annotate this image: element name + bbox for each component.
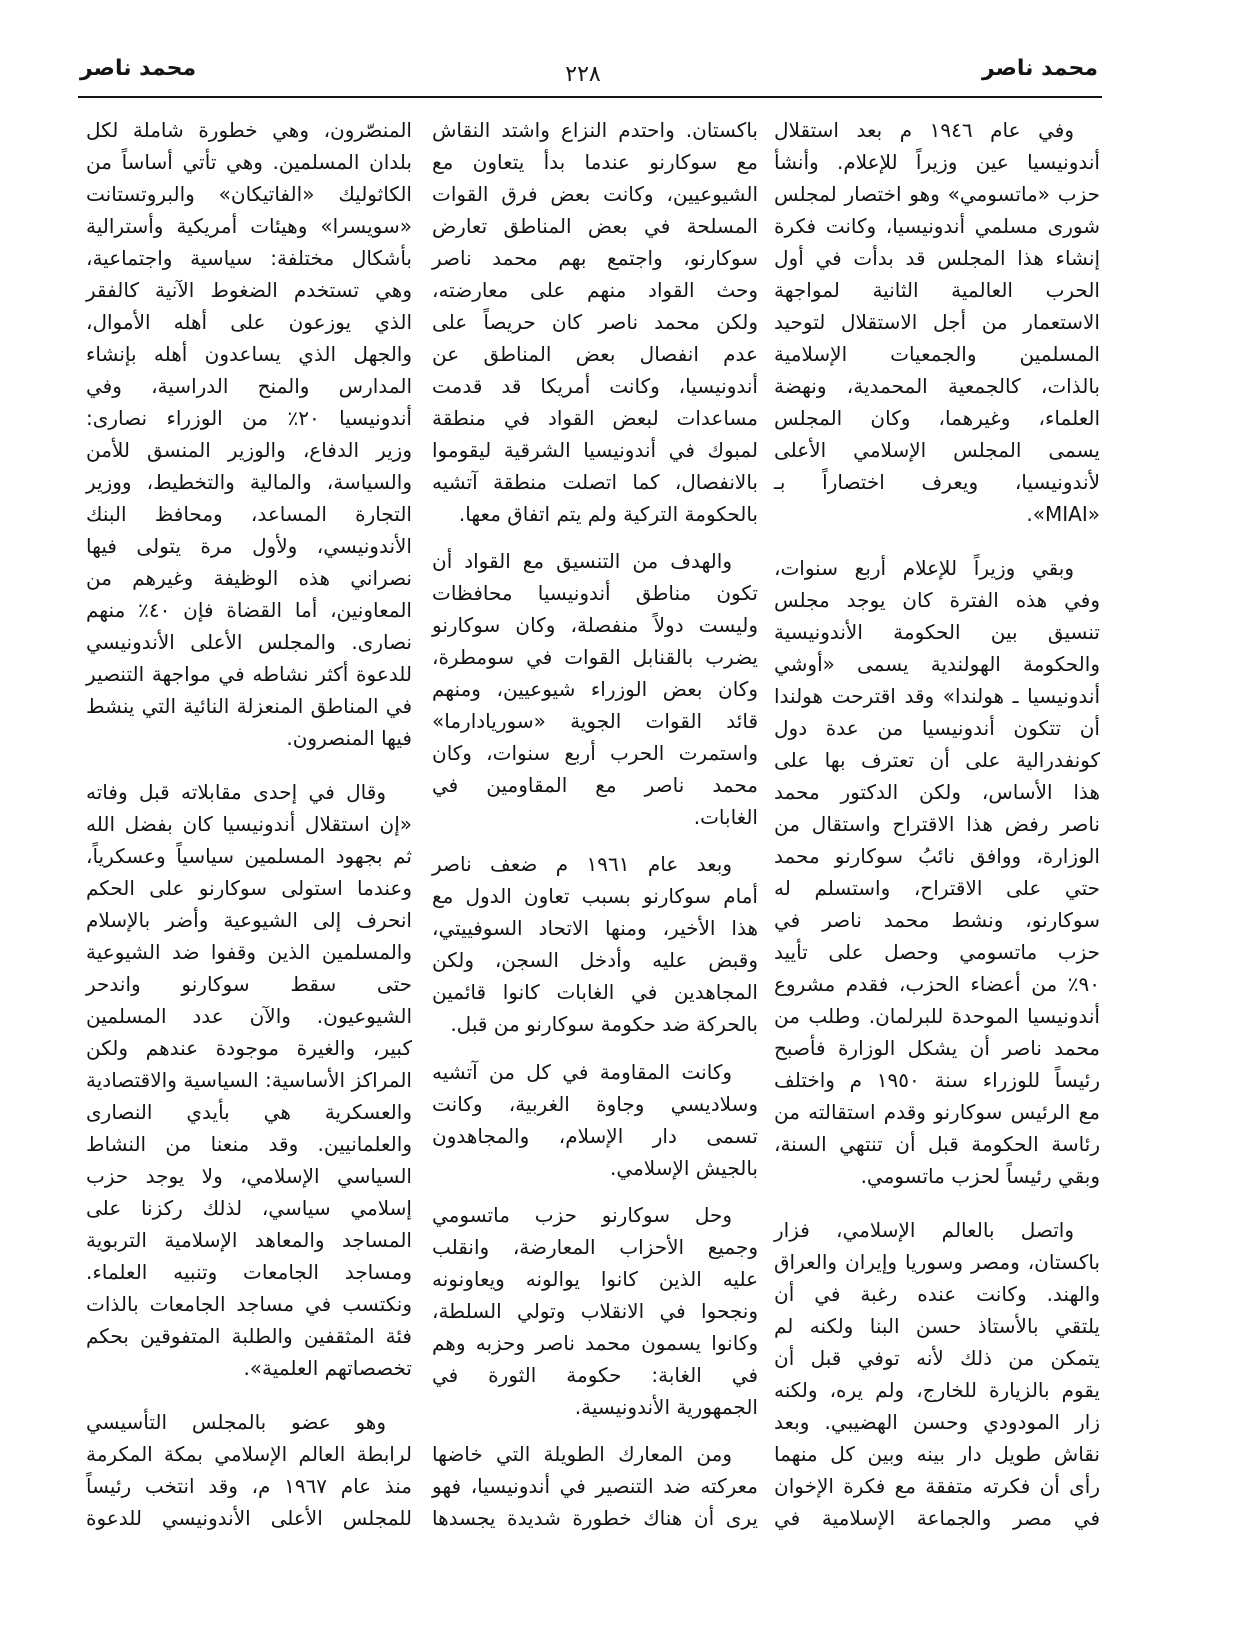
text-line: بالذات، كالجمعية المحمدية، ونهضة (774, 374, 1100, 398)
text-column-right (774, 114, 1100, 1534)
text-line: محمد ناصر مع المقاومين في (432, 773, 758, 798)
text-line: مع الرئيس سوكارنو وقدم استقالته من (774, 1100, 1100, 1124)
text-line: والهند. وكانت عنده رغبة في أن (774, 1282, 1100, 1306)
text-line: أن تتكون أندونيسيا من عدة دول (774, 716, 1100, 740)
text-line: إسلامي سياسي، لذلك ركزنا على (86, 1196, 412, 1220)
text-line: المراكز الأساسية: السياسية والاقتصادية (86, 1068, 412, 1092)
text-line: وعندما استولى سوكارنو على الحكم (86, 876, 412, 900)
text-line: في الغابة: حكومة الثورة في (432, 1362, 758, 1387)
text-line: المجاهدين في الغابات كانوا قائمين (432, 980, 758, 1005)
text-line: مساعدات لبعض القواد في منطقة (432, 406, 758, 430)
text-line: ٩٠٪ من أعضاء الحزب، فقدم مشروع (774, 972, 1100, 996)
page-number: ٢٢٨ (565, 62, 601, 87)
text-line: والجهل الذي يساعدون أهله بإنشاء (86, 342, 412, 366)
text-line: محمد ناصر أن يشكل الوزارة فأصبح (774, 1036, 1100, 1060)
text-line: واستمرت الحرب أربع سنوات، وكان (432, 741, 758, 766)
text-line: وبقي وزيراً للإعلام أربع سنوات، (774, 556, 1074, 580)
text-line: والعسكرية هي بأيدي النصارى (86, 1100, 412, 1124)
text-line: ونجحوا في الانقلاب وتولي السلطة، (432, 1298, 758, 1323)
text-line: يسمى المجلس الإسلامي الأعلى (774, 438, 1100, 462)
text-line: ومساجد الجامعات وتنبيه العلماء. (86, 1260, 412, 1284)
running-head-left: محمد ناصر (80, 56, 197, 81)
text-line: تنسيق بين الحكومة الأندونيسية (774, 620, 1100, 644)
text-line: إنشاء هذا المجلس قد بدأت في أول (774, 246, 1100, 270)
text-line: وفي هذه الفترة كان يوجد مجلس (774, 588, 1100, 612)
text-line: وفي عام ١٩٤٦ م بعد استقلال (774, 118, 1075, 142)
text-line: بالحكومة التركية ولم يتم اتفاق معها. (458, 502, 758, 526)
text-line: رأى أن فكرته متفقة مع فكرة الإخوان (774, 1474, 1100, 1498)
text-line: التجارة المساعد، ومحافظ البنك (86, 502, 412, 526)
text-line: أندونيسيا ـ هولندا» وقد اقترحت هولندا (774, 684, 1100, 708)
text-line: الشيوعيون. والآن عدد المسلمين (86, 1004, 412, 1028)
text-line: هذا الأساس، ولكن الدكتور محمد (774, 780, 1100, 804)
text-line: وكانوا يسمون محمد ناصر وحزبه وهم (432, 1330, 758, 1355)
text-line: أمام سوكارنو بسبب تعاون الدول مع (432, 884, 758, 909)
text-line: الاستعمار من أجل الاستقلال لتوحيد (774, 310, 1100, 334)
text-line: وكان بعض الوزراء شيوعيين، ومنهم (432, 677, 758, 702)
text-line: الجمهورية الأندونيسية. (574, 1394, 758, 1419)
text-line: المساجد والمعاهد الإسلامية التربوية (86, 1228, 412, 1252)
text-line: للمجلس الأعلى الأندونيسي للدعوة (86, 1506, 412, 1530)
text-line: وقبض عليه وأدخل السجن، ولكن (432, 948, 758, 973)
text-line: انحرف إلى الشيوعية وأضر بالإسلام (86, 908, 412, 932)
paragraph (432, 545, 758, 833)
text-line: الكاثوليك «الفاتيكان» والبروتستانت (86, 182, 412, 206)
paragraph (774, 1214, 1100, 1534)
text-line: في المناطق المنعزلة النائية التي ينشط (86, 694, 412, 718)
text-line: والحكومة الهولندية يسمى «أوشي (774, 652, 1100, 676)
text-line: أندونيسيا، وكانت أمريكا قد قدمت (432, 374, 758, 398)
text-line: بالجيش الإسلامي. (610, 1155, 758, 1180)
text-line: ونكتسب في مساجد الجامعات بالذات (86, 1292, 412, 1316)
text-line: باكستان، ومصر وسوريا وإيران والعراق (774, 1250, 1100, 1274)
text-line: منذ عام ١٩٦٧ م، وقد انتخب رئيساً (86, 1474, 413, 1498)
text-line: يلتقي بالأستاذ حسن البنا ولكنه لم (774, 1314, 1100, 1338)
text-column-middle (432, 114, 758, 1534)
text-line: بأشكال مختلفة: سياسية واجتماعية، (86, 246, 412, 270)
text-line: لرابطة العالم الإسلامي بمكة المكرمة (86, 1442, 412, 1466)
header-rule (78, 96, 1102, 98)
text-line: الأندونيسي، ولأول مرة يتولى فيها (86, 534, 412, 558)
text-line: وحل سوكارنو حزب ماتسومي (432, 1202, 732, 1227)
text-line: سوكارنو، واجتمع بهم محمد ناصر (432, 246, 758, 270)
text-line: واتصل بالعالم الإسلامي، فزار (774, 1218, 1074, 1242)
text-line: ولكن محمد ناصر كان حريصاً على (432, 310, 758, 334)
text-line: والعلمانيين. وقد منعنا من النشاط (86, 1132, 412, 1156)
paragraph (432, 1438, 758, 1534)
text-line: يقوم بالزيارة للخارج، ولم يره، ولكنه (774, 1378, 1100, 1402)
paragraph (432, 114, 758, 530)
text-line: يرى أن هناك خطورة شديدة يجسدها (432, 1505, 758, 1530)
text-line: رئاسة الحكومة قبل أن تنتهي السنة، (774, 1132, 1100, 1156)
text-line: سوكارنو، ونشط محمد ناصر في (774, 908, 1100, 932)
text-line: حزب ماتسومي وحصل على تأييد (774, 940, 1100, 964)
text-line: ناصر رفض هذا الاقتراح واستقال من (774, 812, 1100, 836)
paragraph (774, 552, 1100, 1192)
text-line: تخصصاتهم العلمية». (243, 1356, 412, 1380)
text-line: فيها المنصرون. (286, 726, 412, 750)
text-line: حزب «ماتسومي» وهو اختصار لمجلس (774, 182, 1100, 206)
text-line: تسمى دار الإسلام، والمجاهدون (432, 1123, 758, 1148)
text-line: شورى مسلمي أندونيسيا، وكانت فكرة (774, 214, 1100, 238)
text-line: المنصّرون، وهي خطورة شاملة لكل (86, 118, 412, 142)
paragraph (774, 114, 1100, 530)
text-line: والسياسة، والمالية والتخطيط، ووزير (86, 470, 412, 494)
text-line: والهدف من التنسيق مع القواد أن (432, 549, 732, 574)
text-line: وهو عضو بالمجلس التأسيسي (86, 1410, 386, 1434)
text-line: يتمكن من ذلك لأنه توفي قبل أن (774, 1346, 1100, 1370)
text-line: وبقي رئيساً لحزب ماتسومي. (860, 1164, 1100, 1188)
text-line: كبير، والغيرة موجودة عندهم ولكن (86, 1036, 412, 1060)
paragraph (86, 114, 412, 754)
text-line: «إن استقلال أندونيسيا كان بفضل الله (86, 812, 412, 836)
text-line: «MIAI». (1026, 502, 1100, 526)
text-line: هذا الأخير، ومنها الاتحاد السوفييتي، (432, 916, 758, 941)
text-line: نقاش طويل دار بينه وبين كل منهما (774, 1442, 1100, 1466)
text-line: أندونيسيا ٢٠٪ من الوزراء نصارى: (86, 406, 412, 430)
text-line: لأندونيسيا، ويعرف اختصاراً بـ (774, 470, 1100, 494)
text-line: وسلاديسي وجاوة الغربية، وكانت (432, 1091, 758, 1116)
text-line: رئيساً للوزراء سنة ١٩٥٠ م واختلف (774, 1068, 1100, 1092)
text-line: أندونيسيا الموحدة للبرلمان. وطلب من (774, 1004, 1100, 1028)
text-line: للدعوة أكثر نشاطه في مواجهة التنصير (86, 662, 412, 686)
paragraph (432, 1199, 758, 1423)
paragraph (86, 1406, 412, 1534)
text-line: تكون مناطق أندونيسيا محافظات (432, 581, 758, 606)
text-line: وهي تستخدم الضغوط الآنية كالفقر (86, 278, 412, 302)
text-line: وليست دولاً منفصلة، وكان سوكارنو (432, 613, 758, 638)
text-line: وبعد عام ١٩٦١ م ضعف ناصر (432, 852, 733, 877)
text-line: لمبوك في أندونيسيا الشرقية ليقوموا (432, 438, 758, 462)
text-line: ثم بجهود المسلمين سياسياً وعسكرياً، (86, 844, 412, 868)
text-line: المسلمين والجمعيات الإسلامية (774, 342, 1100, 366)
text-line: بالانفصال، كما اتصلت منطقة آتشيه (432, 470, 758, 494)
text-line: وجميع الأحزاب المعارضة، وانقلب (432, 1234, 758, 1259)
text-line: يضرب بالقنابل القوات في سومطرة، (432, 645, 758, 670)
text-line: المسلحة في بعض المناطق تعارض (432, 214, 758, 238)
text-line: حتي على الاقتراح، واستسلم له (774, 876, 1100, 900)
text-line: باكستان. واحتدم النزاع واشتد النقاش (432, 118, 758, 142)
text-line: الذي يوزعون على أهله الأموال، (86, 310, 412, 334)
text-line: «سويسرا» وهيئات أمريكية وأسترالية (86, 214, 412, 238)
text-line: الوزارة، ووافق نائبُ سوكارنو محمد (774, 844, 1100, 868)
text-line: الغابات. (693, 805, 758, 830)
text-line: كونفدرالية على أن تعترف بها على (774, 748, 1100, 772)
text-line: الشيوعيين، وكانت بعض فرق القوات (432, 182, 758, 206)
text-line: معركته ضد التنصير في أندونيسيا، فهو (432, 1473, 758, 1498)
text-line: الحرب العالمية الثانية لمواجهة (774, 278, 1100, 302)
text-line: ومن المعارك الطويلة التي خاضها (432, 1441, 732, 1466)
text-line: بالحركة ضد حكومة سوكارنو من قبل. (450, 1012, 758, 1037)
text-line: نصارى. والمجلس الأعلى الأندونيسي (86, 630, 412, 654)
text-line: المعاونين، أما القضاة فإن ٤٠٪ منهم (86, 598, 412, 622)
text-line: نصراني هذه الوظيفة وغيرهم من (86, 566, 412, 590)
running-head-right: محمد ناصر (981, 56, 1098, 81)
text-column-left (86, 114, 412, 1534)
text-line: في مصر والجماعة الإسلامية في (774, 1506, 1100, 1530)
text-line: وزير الدفاع، والوزير المنسق للأمن (86, 438, 412, 462)
text-line: حتى سقط سوكارنو واندحر (86, 972, 412, 996)
paragraph (432, 848, 758, 1040)
text-line: وحث القواد منهم على معارضته، (432, 278, 758, 302)
text-line: المدارس والمنح الدراسية، وفي (86, 374, 412, 398)
text-line: وكانت المقاومة في كل من آتشيه (432, 1059, 732, 1084)
text-line: عدم انفصال بعض المناطق عن (432, 342, 758, 366)
text-line: والمسلمين الذين وقفوا ضد الشيوعية (86, 940, 412, 964)
text-line: فئة المثقفين والطلبة المتفوقين بحكم (86, 1324, 412, 1348)
text-line: السياسي الإسلامي، ولا يوجد حزب (86, 1164, 412, 1188)
text-line: أندونيسيا عين وزيراً للإعلام. وأنشأ (774, 150, 1100, 174)
paragraph (86, 776, 412, 1384)
text-line: بلدان المسلمين. وهي تأتي أساساً من (86, 150, 412, 174)
text-line: قائد القوات الجوية «سوريادارما» (432, 709, 758, 734)
text-line: عليه الذين كانوا يوالونه ويعاونونه (432, 1266, 758, 1291)
text-line: زار المودودي وحسن الهضيبي. وبعد (774, 1410, 1100, 1434)
text-line: وقال في إحدى مقابلاته قبل وفاته (86, 780, 386, 804)
text-line: العلماء، وغيرهما، وكان المجلس (774, 406, 1100, 430)
text-line: مع سوكارنو عندما بدأ يتعاون مع (432, 150, 758, 174)
paragraph (432, 1056, 758, 1184)
